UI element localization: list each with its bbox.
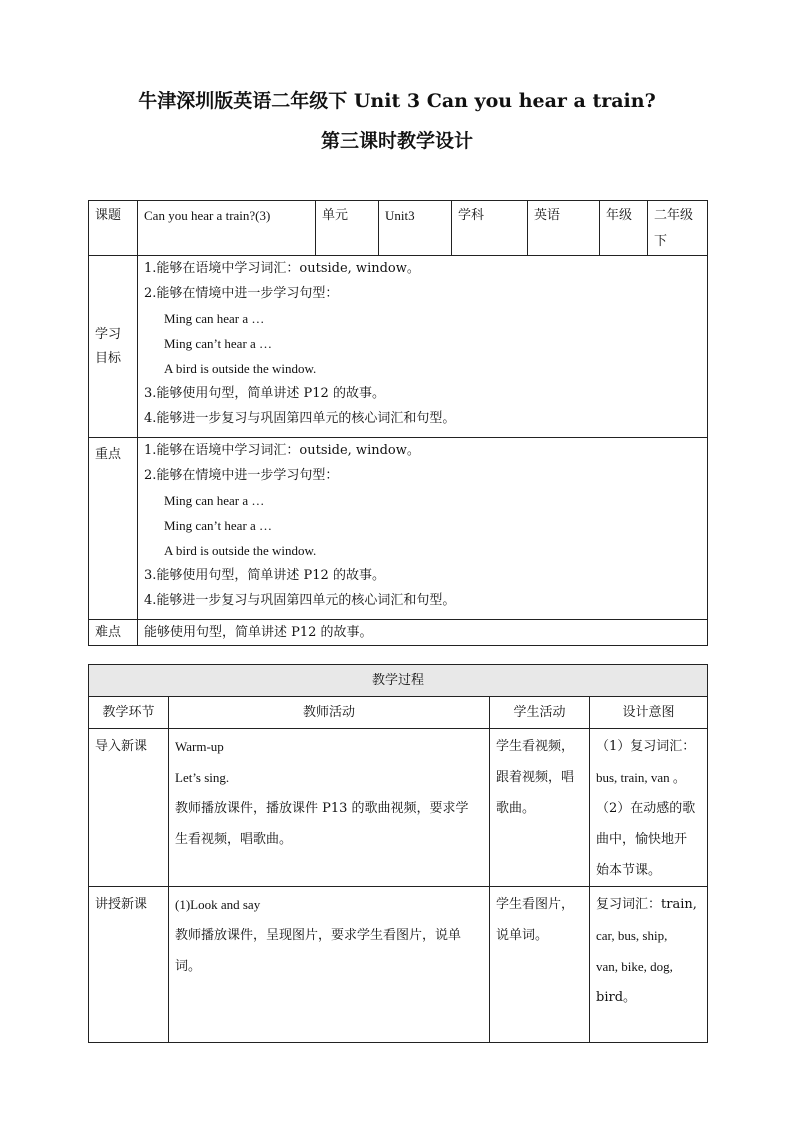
lesson-info-table (88, 200, 708, 646)
purpose-line: 曲中，愉快地开 (596, 832, 688, 847)
unit-label: 单元 (316, 201, 379, 256)
objective-line: Ming can hear a … (164, 311, 265, 326)
student-line: 跟着视频，唱 (496, 770, 575, 785)
stage-cell: 导入新课 (89, 729, 169, 887)
process-header: 教学过程 (89, 665, 708, 697)
objective-line: 1.能够在语境中学习词汇：outside, window。 (144, 261, 420, 276)
document-subtitle: 第三课时教学设计 (320, 130, 473, 152)
teacher-line: 教师播放课件，呈现图片，要求学生看图片，说单 (175, 928, 462, 943)
purpose-line: 始本节课。 (596, 863, 662, 878)
key-point-line: Ming can’t hear a … (164, 518, 273, 533)
teacher-line: 教师播放课件，播放课件 P13 的歌曲视频，要求学 (175, 801, 469, 816)
key-points-label: 重点 (89, 438, 138, 620)
teacher-line: 词。 (175, 959, 202, 974)
objective-line: 2.能够在情境中进一步学习句型： (144, 286, 339, 301)
stage-cell: 讲授新课 (89, 887, 169, 1043)
teacher-activity-cell (169, 887, 490, 1043)
subject-label: 学科 (452, 201, 528, 256)
document-title: 牛津深圳版英语二年级下 Unit 3 Can you hear a train? (138, 90, 656, 112)
purpose-line: （1）复习词汇： (596, 739, 696, 754)
difficulty-label: 难点 (89, 620, 138, 646)
column-header-teacher: 教师活动 (169, 697, 490, 729)
teacher-line: Let’s sing. (175, 770, 230, 785)
objectives-label-text: 学习目标 (95, 326, 122, 366)
column-header-student: 学生活动 (490, 697, 590, 729)
purpose-line: car, bus, ship, (596, 928, 668, 943)
difficulty-value: 能够使用句型，简单讲述 P12 的故事。 (138, 620, 708, 646)
student-line: 学生看图片， (496, 897, 575, 912)
objective-line: 4.能够进一步复习与巩固第四单元的核心词汇和句型。 (144, 411, 456, 426)
topic-value: Can you hear a train?(3) (138, 201, 316, 256)
key-point-line: A bird is outside the window. (164, 543, 317, 558)
table-row (89, 729, 708, 887)
subject-value: 英语 (528, 201, 600, 256)
purpose-line: bus, train, van 。 (596, 770, 686, 785)
key-point-line: Ming can hear a … (164, 493, 265, 508)
teacher-line: 生看视频，唱歌曲。 (175, 832, 293, 847)
column-header-stage: 教学环节 (89, 697, 169, 729)
objective-line: Ming can’t hear a … (164, 336, 273, 351)
purpose-line: （2）在动感的歌 (596, 801, 696, 816)
table-row (89, 887, 708, 1043)
objective-line: A bird is outside the window. (164, 361, 317, 376)
column-header-purpose: 设计意图 (590, 697, 708, 729)
topic-label: 课题 (89, 201, 138, 256)
teacher-line: (1)Look and say (175, 897, 261, 912)
student-activity-cell (490, 887, 590, 1043)
grade-value: 二年级下 (648, 201, 708, 256)
objectives-content (138, 256, 708, 438)
objectives-label (89, 256, 138, 438)
key-point-line: 2.能够在情境中进一步学习句型： (144, 468, 339, 483)
key-point-line: 3.能够使用句型，简单讲述 P12 的故事。 (144, 568, 385, 583)
purpose-line: van, bike, dog, (596, 959, 673, 974)
objective-line: 3.能够使用句型，简单讲述 P12 的故事。 (144, 386, 385, 401)
student-line: 说单词。 (496, 928, 549, 943)
key-points-content (138, 438, 708, 620)
unit-value: Unit3 (379, 201, 452, 256)
grade-label: 年级 (600, 201, 648, 256)
teacher-line: Warm-up (175, 739, 224, 754)
purpose-line: 复习词汇：train, (596, 897, 697, 912)
student-activity-cell (490, 729, 590, 887)
student-line: 歌曲。 (496, 801, 536, 816)
purpose-cell (590, 729, 708, 887)
teacher-activity-cell (169, 729, 490, 887)
purpose-line: bird。 (596, 990, 637, 1005)
key-point-line: 1.能够在语境中学习词汇：outside, window。 (144, 443, 420, 458)
key-point-line: 4.能够进一步复习与巩固第四单元的核心词汇和句型。 (144, 593, 456, 608)
purpose-cell (590, 887, 708, 1043)
teaching-process-table (88, 664, 708, 1043)
student-line: 学生看视频， (496, 739, 575, 754)
